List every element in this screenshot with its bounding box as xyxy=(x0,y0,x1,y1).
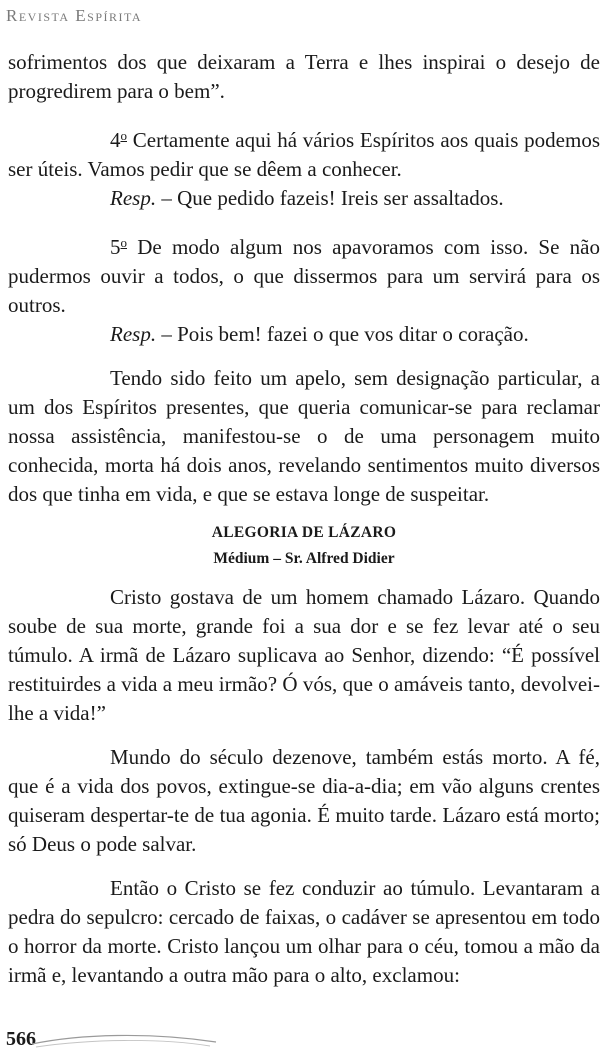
response-5 xyxy=(8,320,600,349)
question-5-text: De modo algum nos apavoramos com isso. Se não pudermos ouvir a todos, o que dissermos para um servirá para os outros. xyxy=(8,235,600,317)
allegory-paragraph-1: Cristo gostava de um homem chamado Lázaro. Quando soube de sua morte, grande foi a sua dor e se fez levar até o seu túmulo. A irmã de Lázaro suplicava ao Senhor, dizendo: “É possível restituirdes a vida a meu irmão? Ó vós, que o amáveis tanto, devolvei-lhe a vida!” xyxy=(8,585,600,725)
section-title: ALEGORIA DE LÁZARO xyxy=(211,524,397,541)
paragraph-continuation: sofrimentos dos que deixaram a Terra e lhes inspirai o desejo de progredirem para o bem”. xyxy=(8,50,600,103)
page-body xyxy=(8,48,600,990)
page-number: 566 xyxy=(6,1028,36,1050)
decorative-swoosh xyxy=(30,1030,220,1052)
ordinal-mark: o xyxy=(120,235,127,250)
paragraph-apelo: Tendo sido feito um apelo, sem designação particular, a um dos Espíritos presentes, que queria comunicar-se para reclamar nossa assistência, manifestou-se o de uma personagem muito conhecida, morta há dois anos, revelando sentimentos muito diversos dos que tinha em vida, e que se estava longe de suspeitar. xyxy=(8,366,600,506)
allegory-paragraph-2: Mundo do século dezenove, também estás morto. A fé, que é a vida dos povos, extingue-se dia-a-dia; em vão alguns crentes quiseram despertar-te de tua agonia. É muito tarde. Lázaro está morto; só Deus o pode salvar. xyxy=(8,745,600,856)
ordinal-mark: o xyxy=(120,128,127,143)
question-5 xyxy=(8,228,600,320)
response-label: Resp. xyxy=(110,322,157,346)
running-header: Revista Espírita xyxy=(6,6,143,25)
question-4 xyxy=(8,121,600,184)
response-label: Resp. xyxy=(110,186,157,210)
question-4-number: 4 xyxy=(110,128,121,152)
response-4 xyxy=(8,184,600,213)
question-5-number: 5 xyxy=(110,235,121,259)
response-5-text: – Pois bem! fazei o que vos ditar o coração. xyxy=(156,322,529,346)
response-4-text: – Que pedido fazeis! Ireis ser assaltados. xyxy=(156,186,504,210)
allegory-paragraph-3: Então o Cristo se fez conduzir ao túmulo. Levantaram a pedra do sepulcro: cercado de faixas, o cadáver se apresentou em todo o horror da morte. Cristo lançou um olhar para o céu, tomou a mão da irmã e, levantando a outra mão para o alto, exclamou: xyxy=(8,876,600,987)
section-medium: Médium – Sr. Alfred Didier xyxy=(213,550,395,567)
question-4-text: Certamente aqui há vários Espíritos aos quais podemos ser úteis. Vamos pedir que se dêem a conhecer. xyxy=(8,128,600,181)
